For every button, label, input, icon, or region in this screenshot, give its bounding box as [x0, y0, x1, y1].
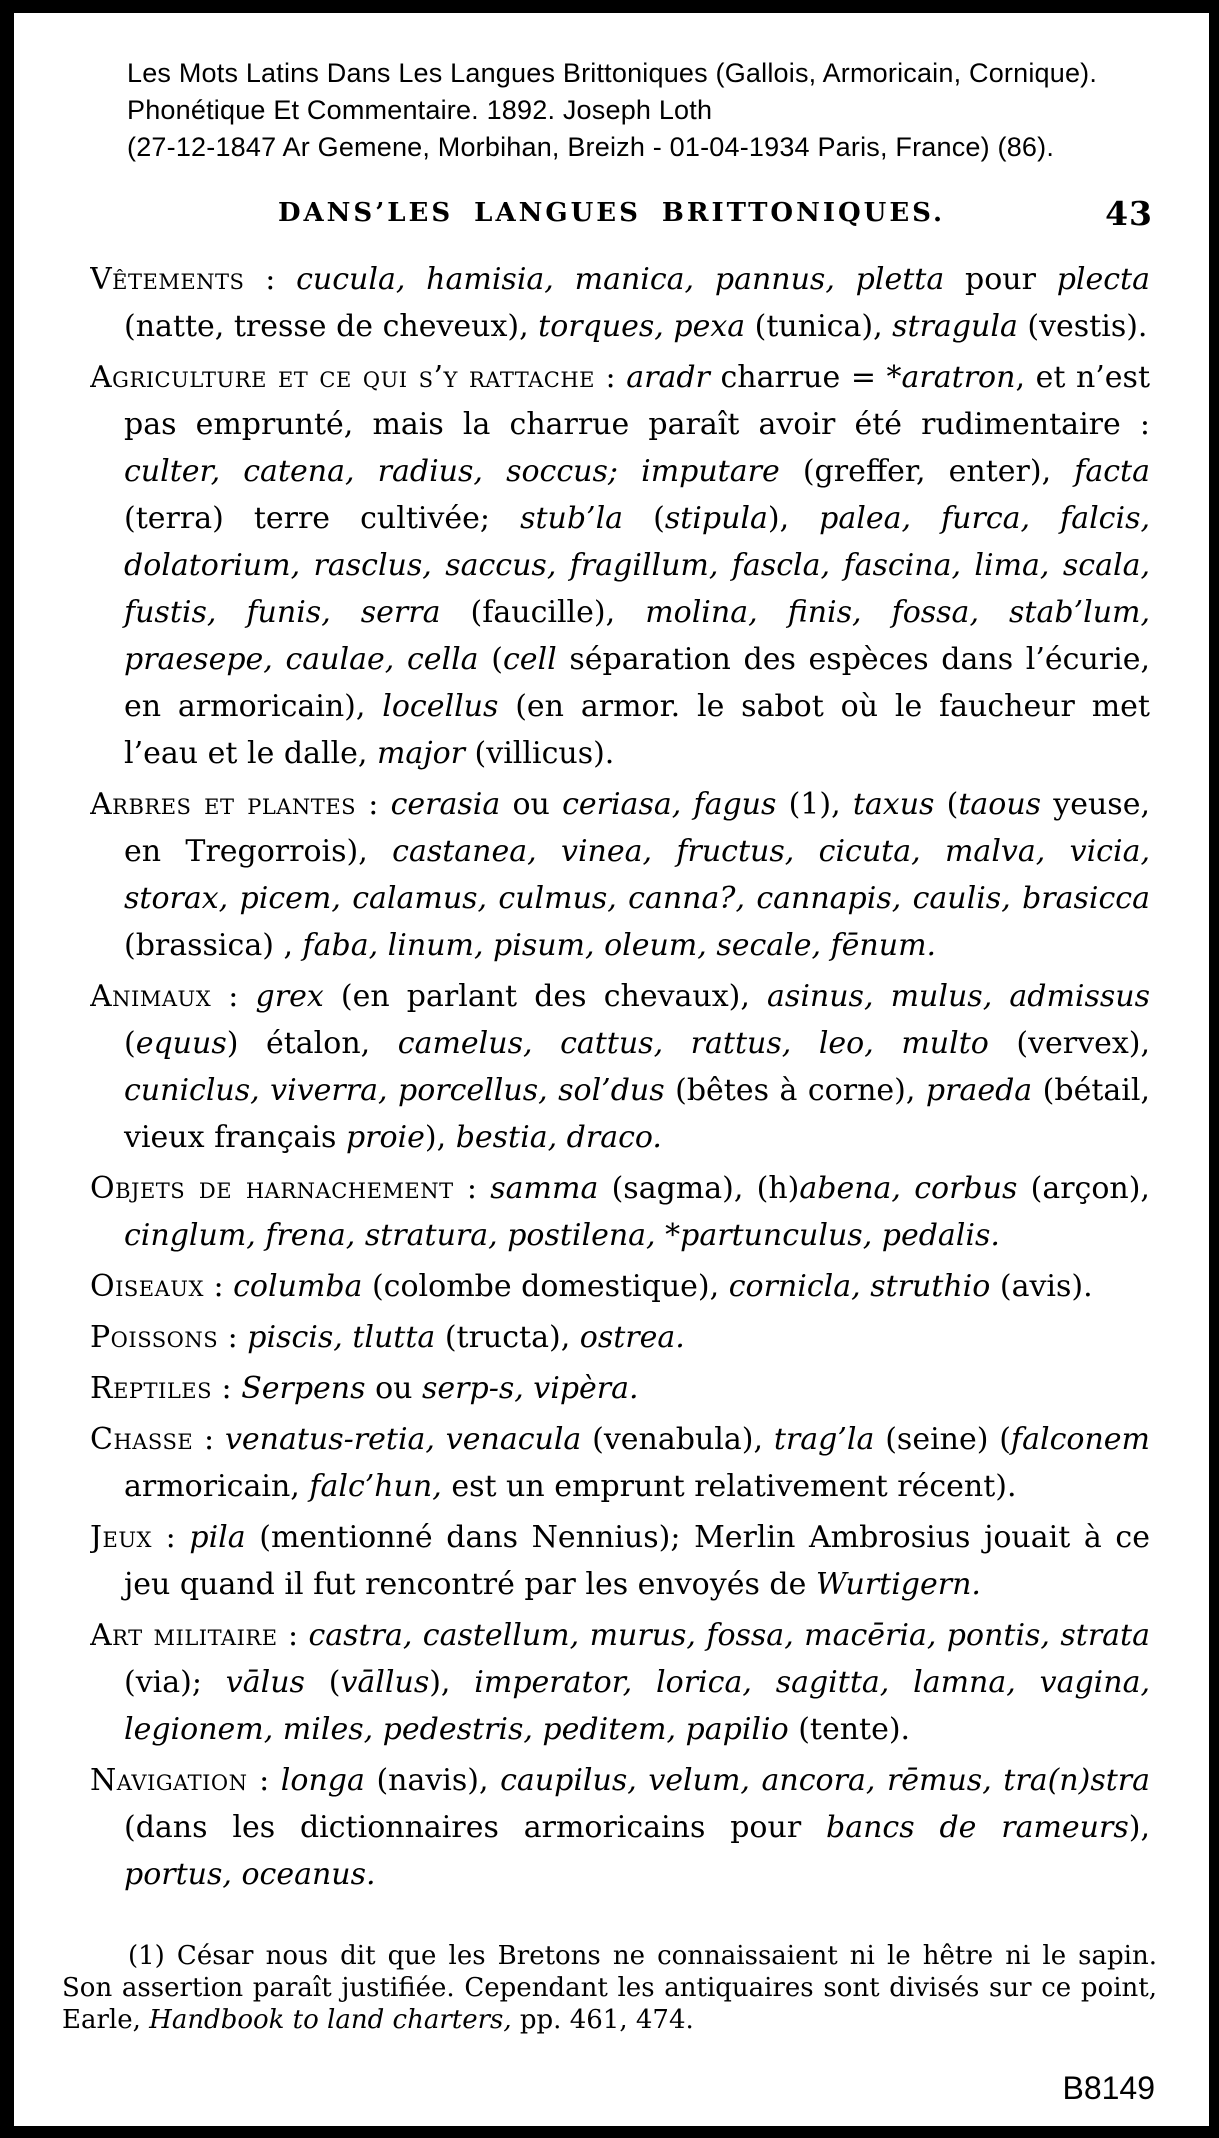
text-segment: bancs de rameurs: [826, 1810, 1129, 1845]
text-segment: stipula: [664, 501, 768, 536]
paragraph: [90, 1416, 1150, 1510]
footnote: [62, 1940, 1157, 2036]
text-segment: armoricain,: [124, 1469, 310, 1504]
text-segment: palea, furca, falcis, dolatorium, rasclus, saccus, fragillum, fascla, fascina, lima, scala, fustis, funis, serra: [124, 501, 1150, 630]
text-segment: :: [356, 787, 391, 822]
text-segment: (villicus).: [465, 736, 615, 771]
text-segment: taous: [958, 787, 1042, 822]
text-segment: (1) César nous dit que les Bretons ne connaissaient ni le hêtre ni le sapin. Son assertion paraît justifiée. Cependant les antiquaires sont divisés sur ce point, Earle,: [62, 1941, 1157, 2035]
text-segment: (avis).: [990, 1269, 1093, 1304]
paragraph: [90, 1612, 1150, 1753]
text-segment: charrue = *: [709, 360, 902, 395]
text-segment: :: [453, 1171, 491, 1206]
book-page: [14, 13, 1209, 2126]
text-segment: :: [247, 1763, 281, 1798]
text-segment: stub’la: [520, 501, 624, 536]
text-segment: (faucille),: [440, 595, 646, 630]
text-segment: trag’la: [773, 1422, 875, 1457]
page-number: 43: [1105, 194, 1153, 233]
text-segment: (vervex),: [988, 1026, 1150, 1061]
text-segment: ),: [1128, 1810, 1150, 1845]
text-segment: piscis, tlutta: [247, 1320, 436, 1355]
text-segment: (: [623, 501, 665, 536]
text-segment: falconem: [1011, 1422, 1150, 1457]
text-segment: portus, oceanus.: [124, 1857, 376, 1892]
text-segment: (greffer, enter),: [779, 454, 1075, 489]
text-segment: Chasse: [90, 1422, 194, 1457]
text-segment: :: [211, 979, 256, 1014]
text-segment: (dans les dictionnaires armoricains pour: [124, 1810, 826, 1845]
text-segment: culter, catena, radius, soccus; imputare: [124, 454, 780, 489]
paragraph: [90, 256, 1150, 350]
text-segment: est un emprunt relativement récent).: [441, 1469, 1017, 1504]
text-segment: (navis),: [364, 1763, 501, 1798]
text-segment: aratron: [901, 360, 1016, 395]
text-segment: imperator, lorica, sagitta, lamna, vagina, legionem, miles, pedestris, peditem, papilio: [124, 1665, 1150, 1747]
text-segment: praeda: [925, 1073, 1033, 1108]
text-segment: venatus-retia, venacula: [224, 1422, 582, 1457]
text-segment: abena, corbus: [799, 1171, 1018, 1206]
running-head: [14, 194, 1209, 240]
text-segment: samma: [490, 1171, 599, 1206]
text-segment: ceriasa, fagus: [562, 787, 777, 822]
text-segment: (tructa),: [435, 1320, 580, 1355]
text-segment: Objets de harnachement: [90, 1171, 454, 1206]
text-segment: (bétail, vieux français: [124, 1073, 1150, 1155]
text-segment: vālus: [225, 1665, 305, 1700]
text-segment: longa: [280, 1763, 365, 1798]
text-segment: aradr: [626, 360, 710, 395]
text-segment: :: [212, 1371, 242, 1406]
page-body: [90, 256, 1150, 1904]
text-segment: cell: [502, 642, 557, 677]
text-segment: cucula, hamisia, manica, pannus, pletta: [296, 262, 945, 297]
text-segment: major: [376, 736, 466, 771]
footnote-text: [62, 1940, 1157, 2036]
text-segment: molina, finis, fossa, stab’lum, praesepe, caulae, cella: [124, 595, 1150, 677]
text-segment: asinus, mulus, admissus: [767, 979, 1150, 1014]
text-segment: ou: [500, 787, 563, 822]
text-segment: (: [478, 642, 503, 677]
text-segment: (tunica),: [745, 309, 893, 344]
text-segment: (en parlant des chevaux),: [323, 979, 768, 1014]
text-segment: :: [203, 1269, 234, 1304]
text-segment: :: [193, 1422, 225, 1457]
text-segment: (venabula),: [581, 1422, 774, 1457]
text-segment: castra, castellum, murus, fossa, macēria, pontis, strata: [308, 1618, 1150, 1653]
text-segment: (bêtes à corne),: [664, 1073, 926, 1108]
text-segment: Poissons: [90, 1320, 219, 1355]
paragraph: [90, 1757, 1150, 1898]
text-segment: ),: [429, 1665, 475, 1700]
text-segment: torques, pexa: [538, 309, 746, 344]
text-segment: Jeux: [90, 1520, 153, 1555]
paragraph: [90, 1314, 1150, 1361]
paragraph: [90, 1263, 1150, 1310]
text-segment: (: [124, 1026, 136, 1061]
text-segment: Art militaire: [90, 1618, 278, 1653]
text-segment: pour: [944, 262, 1057, 297]
text-segment: grex: [255, 979, 324, 1014]
paragraph: [90, 1165, 1150, 1259]
text-segment: columba: [233, 1269, 363, 1304]
text-segment: yeuse, en Tregorrois),: [124, 787, 1150, 869]
text-segment: taxus: [852, 787, 935, 822]
running-head-title: DANS’LES LANGUES BRITTONIQUES.: [277, 198, 946, 228]
paragraph: [90, 354, 1150, 777]
paragraph: [90, 973, 1150, 1161]
text-segment: :: [218, 1320, 248, 1355]
text-segment: (tente).: [788, 1712, 911, 1747]
annotation-line-author-dates: (27-12-1847 Ar Gemene, Morbihan, Breizh - 01-04-1934 Paris, France) (86).: [127, 132, 1055, 162]
text-segment: equus: [135, 1026, 227, 1061]
text-segment: Arbres et plantes: [90, 787, 357, 822]
text-segment: ) étalon,: [226, 1026, 398, 1061]
text-segment: faba, linum, pisum, oleum, secale, fēnum.: [302, 928, 937, 963]
text-segment: Serpens: [241, 1371, 366, 1406]
text-segment: (terra) terre cultivée;: [124, 501, 521, 536]
paragraph: [90, 1514, 1150, 1608]
text-segment: (seine) (: [874, 1422, 1011, 1457]
text-segment: Animaux: [90, 979, 212, 1014]
text-segment: Wurtigern.: [815, 1567, 981, 1602]
text-segment: ostrea.: [579, 1320, 685, 1355]
text-segment: :: [244, 262, 297, 297]
text-segment: (brassica) ,: [124, 928, 303, 963]
text-segment: cornicla, struthio: [728, 1269, 991, 1304]
annotation-line-subtitle: Phonétique Et Commentaire. 1892. Joseph Loth: [127, 95, 713, 125]
text-segment: serp-s, vipèra.: [422, 1371, 639, 1406]
text-segment: cuniclus, viverra, porcellus, sol’dus: [124, 1073, 665, 1108]
text-segment: cinglum, frena, stratura, postilena, *partunculus, pedalis.: [124, 1218, 1000, 1253]
text-segment: vāllus: [340, 1665, 430, 1700]
text-segment: (en armor. le sabot où le faucheur met l’eau et le dalle,: [124, 689, 1150, 771]
text-segment: (arçon),: [1017, 1171, 1150, 1206]
text-segment: camelus, cattus, rattus, leo, multo: [397, 1026, 989, 1061]
text-segment: caupilus, velum, ancora, rēmus, tra(n)stra: [500, 1763, 1150, 1798]
text-segment: ),: [767, 501, 820, 536]
text-segment: Oiseaux: [90, 1269, 204, 1304]
text-segment: (1),: [776, 787, 853, 822]
text-segment: Navigation: [90, 1763, 248, 1798]
text-segment: , et n’est pas emprunté, mais la charrue paraît avoir été rudimentaire :: [124, 360, 1150, 442]
text-segment: Handbook to land charters,: [149, 2005, 512, 2035]
text-segment: séparation des espèces dans l’écurie, en armoricain),: [124, 642, 1150, 724]
text-segment: (via);: [124, 1665, 226, 1700]
text-segment: (sagma), (h): [598, 1171, 800, 1206]
text-segment: castanea, vinea, fructus, cicuta, malva, vicia, storax, picem, calamus, culmus, canna?, cannapis, caulis, brasicca: [124, 834, 1150, 916]
text-segment: stragula: [892, 309, 1018, 344]
text-segment: ),: [424, 1120, 456, 1155]
text-segment: :: [277, 1618, 309, 1653]
text-segment: ou: [365, 1371, 422, 1406]
text-segment: Vêtements: [90, 262, 245, 297]
text-segment: falc’hun,: [309, 1469, 442, 1504]
text-segment: pila: [189, 1520, 246, 1555]
text-segment: (colombe domestique),: [362, 1269, 729, 1304]
text-segment: Reptiles: [90, 1371, 213, 1406]
text-segment: :: [594, 360, 627, 395]
annotation-line-title: Les Mots Latins Dans Les Langues Brittoniques (Gallois, Armoricain, Cornique).: [127, 58, 1098, 88]
text-segment: pp. 461, 474.: [511, 2005, 694, 2035]
catalog-code: B8149: [1062, 2070, 1155, 2106]
bibliographic-annotation: [127, 55, 1169, 166]
text-segment: plecta: [1056, 262, 1150, 297]
text-segment: (mentionné dans Nennius); Merlin Ambrosius jouait à ce jeu quand il fut rencontré par les envoyés de: [124, 1520, 1150, 1602]
text-segment: :: [152, 1520, 190, 1555]
text-segment: (natte, tresse de cheveux),: [124, 309, 539, 344]
text-segment: (: [934, 787, 959, 822]
text-segment: (vestis).: [1017, 309, 1148, 344]
paragraph: [90, 781, 1150, 969]
text-segment: (: [304, 1665, 341, 1700]
text-segment: Agriculture et ce qui s’y rattache: [90, 360, 595, 395]
text-segment: locellus: [382, 689, 499, 724]
text-segment: proie: [345, 1120, 425, 1155]
paragraph: [90, 1365, 1150, 1412]
text-segment: facta: [1074, 454, 1150, 489]
text-segment: bestia, draco.: [455, 1120, 662, 1155]
text-segment: cerasia: [390, 787, 501, 822]
